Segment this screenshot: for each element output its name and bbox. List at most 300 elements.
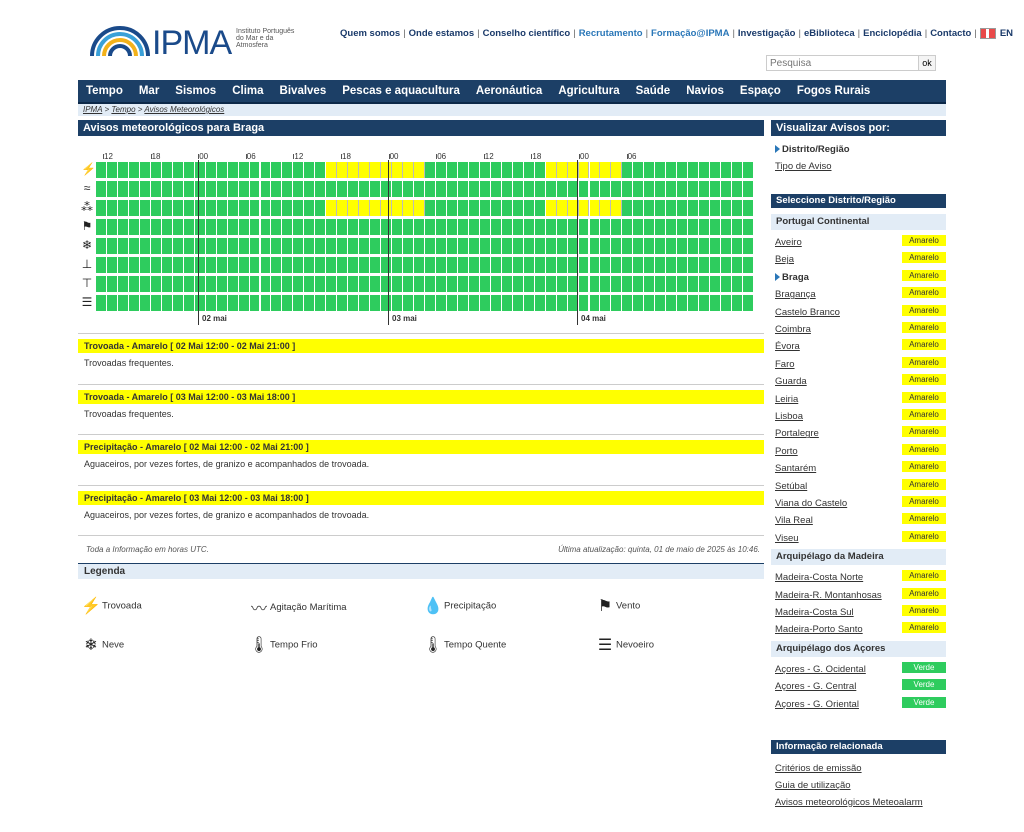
timeline-cell[interactable]: [337, 238, 348, 254]
timeline-cell[interactable]: [107, 276, 118, 292]
timeline-cell[interactable]: [469, 162, 480, 178]
top-link[interactable]: Quem somos: [340, 28, 401, 40]
timeline-cell[interactable]: [721, 200, 732, 216]
timeline-cell[interactable]: [206, 200, 217, 216]
timeline-cell[interactable]: [250, 295, 261, 311]
timeline-cell[interactable]: [480, 238, 491, 254]
timeline-cell[interactable]: [217, 219, 228, 235]
timeline-cell[interactable]: [118, 200, 129, 216]
timeline-cell[interactable]: [600, 181, 611, 197]
timeline-cell[interactable]: [513, 238, 524, 254]
timeline-cell[interactable]: [173, 200, 184, 216]
timeline-cell[interactable]: [600, 238, 611, 254]
timeline-cell[interactable]: [392, 238, 403, 254]
search-input[interactable]: [766, 55, 920, 71]
timeline-cell[interactable]: [129, 238, 140, 254]
timeline-cell[interactable]: [469, 238, 480, 254]
timeline-cell[interactable]: [666, 295, 677, 311]
timeline-cell[interactable]: [107, 295, 118, 311]
timeline-cell[interactable]: [721, 219, 732, 235]
timeline-cell[interactable]: [239, 200, 250, 216]
timeline-cell[interactable]: [261, 200, 272, 216]
timeline-cell[interactable]: [655, 181, 666, 197]
timeline-cell[interactable]: [107, 181, 118, 197]
timeline-cell[interactable]: [743, 276, 754, 292]
region-link[interactable]: Viana do Castelo: [775, 498, 848, 509]
timeline-cell[interactable]: [271, 295, 282, 311]
timeline-cell[interactable]: [392, 181, 403, 197]
timeline-cell[interactable]: [261, 162, 272, 178]
timeline-cell[interactable]: [392, 200, 403, 216]
timeline-cell[interactable]: [96, 276, 107, 292]
timeline-cell[interactable]: [710, 219, 721, 235]
timeline-cell[interactable]: [732, 257, 743, 273]
timeline-cell[interactable]: [348, 219, 359, 235]
timeline-cell[interactable]: [392, 276, 403, 292]
timeline-cell[interactable]: [304, 200, 315, 216]
timeline-cell[interactable]: [118, 219, 129, 235]
timeline-cell[interactable]: [710, 276, 721, 292]
timeline-cell[interactable]: [140, 238, 151, 254]
timeline-cell[interactable]: [600, 257, 611, 273]
timeline-cell[interactable]: [370, 276, 381, 292]
breadcrumb-link[interactable]: IPMA: [83, 105, 103, 114]
timeline-cell[interactable]: [546, 295, 557, 311]
timeline-cell[interactable]: [546, 276, 557, 292]
timeline-cell[interactable]: [195, 257, 206, 273]
timeline-cell[interactable]: [359, 238, 370, 254]
timeline-cell[interactable]: [195, 238, 206, 254]
timeline-cell[interactable]: [217, 162, 228, 178]
timeline-cell[interactable]: [557, 219, 568, 235]
timeline-cell[interactable]: [96, 295, 107, 311]
timeline-cell[interactable]: [315, 181, 326, 197]
timeline-cell[interactable]: [469, 219, 480, 235]
timeline-cell[interactable]: [513, 219, 524, 235]
timeline-cell[interactable]: [206, 219, 217, 235]
timeline-cell[interactable]: [458, 238, 469, 254]
timeline-cell[interactable]: [118, 238, 129, 254]
timeline-cell[interactable]: [655, 238, 666, 254]
timeline-cell[interactable]: [217, 181, 228, 197]
timeline-cell[interactable]: [502, 162, 513, 178]
timeline-cell[interactable]: [282, 276, 293, 292]
timeline-cell[interactable]: [611, 200, 622, 216]
timeline-cell[interactable]: [458, 295, 469, 311]
timeline-cell[interactable]: [425, 200, 436, 216]
timeline-cell[interactable]: [513, 276, 524, 292]
timeline-cell[interactable]: [436, 238, 447, 254]
timeline-cell[interactable]: [491, 238, 502, 254]
region-link[interactable]: Vila Real: [775, 515, 813, 527]
timeline-cell[interactable]: [732, 276, 743, 292]
timeline-cell[interactable]: [666, 181, 677, 197]
timeline-cell[interactable]: [359, 181, 370, 197]
timeline-cell[interactable]: [359, 200, 370, 216]
timeline-cell[interactable]: [458, 181, 469, 197]
timeline-cell[interactable]: [173, 257, 184, 273]
timeline-cell[interactable]: [370, 181, 381, 197]
timeline-cell[interactable]: [96, 238, 107, 254]
timeline-cell[interactable]: [140, 257, 151, 273]
timeline-cell[interactable]: [381, 162, 392, 178]
timeline-cell[interactable]: [491, 295, 502, 311]
timeline-cell[interactable]: [162, 257, 173, 273]
timeline-cell[interactable]: [282, 257, 293, 273]
timeline-cell[interactable]: [480, 181, 491, 197]
timeline-cell[interactable]: [326, 276, 337, 292]
top-link[interactable]: Contacto: [930, 28, 972, 40]
timeline-cell[interactable]: [326, 162, 337, 178]
search-button[interactable]: ok: [918, 55, 936, 71]
timeline-cell[interactable]: [228, 200, 239, 216]
timeline-cell[interactable]: [600, 162, 611, 178]
region-link[interactable]: Coimbra: [775, 324, 811, 335]
timeline-cell[interactable]: [250, 276, 261, 292]
timeline-cell[interactable]: [348, 238, 359, 254]
timeline-cell[interactable]: [239, 276, 250, 292]
timeline-cell[interactable]: [239, 295, 250, 311]
nav-item[interactable]: Navios: [686, 85, 724, 97]
timeline-cell[interactable]: [524, 162, 535, 178]
region-link[interactable]: Bragança: [775, 289, 816, 301]
timeline-cell[interactable]: [184, 295, 195, 311]
timeline-cell[interactable]: [392, 219, 403, 235]
timeline-cell[interactable]: [436, 276, 447, 292]
timeline-cell[interactable]: [304, 257, 315, 273]
timeline-cell[interactable]: [403, 238, 414, 254]
timeline-cell[interactable]: [370, 257, 381, 273]
timeline-cell[interactable]: [304, 238, 315, 254]
timeline-cell[interactable]: [469, 295, 480, 311]
timeline-cell[interactable]: [271, 219, 282, 235]
timeline-cell[interactable]: [502, 219, 513, 235]
timeline-cell[interactable]: [644, 295, 655, 311]
timeline-cell[interactable]: [151, 276, 162, 292]
timeline-cell[interactable]: [326, 257, 337, 273]
top-link[interactable]: Formação@IPMA: [651, 28, 730, 40]
timeline-cell[interactable]: [96, 257, 107, 273]
timeline-cell[interactable]: [304, 181, 315, 197]
timeline-cell[interactable]: [743, 162, 754, 178]
timeline-cell[interactable]: [370, 295, 381, 311]
timeline-cell[interactable]: [348, 200, 359, 216]
timeline-cell[interactable]: [611, 181, 622, 197]
timeline-cell[interactable]: [524, 219, 535, 235]
timeline-cell[interactable]: [392, 162, 403, 178]
timeline-cell[interactable]: [502, 238, 513, 254]
timeline-cell[interactable]: [162, 181, 173, 197]
timeline-cell[interactable]: [469, 276, 480, 292]
timeline-cell[interactable]: [348, 276, 359, 292]
timeline-cell[interactable]: [304, 162, 315, 178]
top-link[interactable]: Recrutamento: [578, 28, 643, 40]
timeline-cell[interactable]: [699, 162, 710, 178]
timeline-cell[interactable]: [370, 219, 381, 235]
timeline-cell[interactable]: [655, 200, 666, 216]
timeline-cell[interactable]: [721, 238, 732, 254]
timeline-cell[interactable]: [743, 257, 754, 273]
timeline-cell[interactable]: [633, 295, 644, 311]
timeline-cell[interactable]: [271, 162, 282, 178]
timeline-cell[interactable]: [359, 219, 370, 235]
timeline-cell[interactable]: [644, 257, 655, 273]
timeline-cell[interactable]: [403, 200, 414, 216]
timeline-cell[interactable]: [271, 181, 282, 197]
timeline-cell[interactable]: [732, 238, 743, 254]
timeline-cell[interactable]: [622, 295, 633, 311]
timeline-cell[interactable]: [535, 181, 546, 197]
timeline-cell[interactable]: [524, 276, 535, 292]
timeline-cell[interactable]: [732, 219, 743, 235]
region-link[interactable]: Madeira-Costa Norte: [775, 572, 864, 584]
timeline-cell[interactable]: [173, 219, 184, 235]
timeline-cell[interactable]: [326, 238, 337, 254]
timeline-cell[interactable]: [688, 276, 699, 292]
top-link[interactable]: Conselho científico: [482, 28, 571, 40]
timeline-cell[interactable]: [326, 219, 337, 235]
breadcrumb-link[interactable]: Avisos Meteorológicos: [144, 105, 225, 114]
timeline-cell[interactable]: [162, 219, 173, 235]
timeline-cell[interactable]: [96, 200, 107, 216]
region-link[interactable]: Açores - G. Oriental: [775, 698, 859, 710]
timeline-cell[interactable]: [480, 276, 491, 292]
timeline-cell[interactable]: [513, 257, 524, 273]
timeline-cell[interactable]: [228, 219, 239, 235]
timeline-cell[interactable]: [677, 219, 688, 235]
timeline-cell[interactable]: [173, 238, 184, 254]
timeline-cell[interactable]: [403, 219, 414, 235]
timeline-cell[interactable]: [622, 257, 633, 273]
timeline-cell[interactable]: [129, 257, 140, 273]
timeline-cell[interactable]: [666, 219, 677, 235]
timeline-cell[interactable]: [622, 200, 633, 216]
timeline-cell[interactable]: [622, 276, 633, 292]
timeline-cell[interactable]: [546, 238, 557, 254]
timeline-cell[interactable]: [107, 219, 118, 235]
region-row[interactable]: [775, 621, 946, 638]
region-row[interactable]: [775, 391, 946, 408]
timeline-cell[interactable]: [337, 181, 348, 197]
timeline-cell[interactable]: [743, 200, 754, 216]
timeline-cell[interactable]: [590, 257, 601, 273]
timeline-cell[interactable]: [743, 295, 754, 311]
nav-item[interactable]: Sismos: [175, 85, 217, 97]
timeline-cell[interactable]: [381, 257, 392, 273]
timeline-cell[interactable]: [348, 162, 359, 178]
timeline-cell[interactable]: [293, 181, 304, 197]
region-link[interactable]: Madeira-Porto Santo: [775, 624, 863, 636]
timeline-cell[interactable]: [557, 238, 568, 254]
timeline-cell[interactable]: [403, 295, 414, 311]
timeline-cell[interactable]: [118, 295, 129, 311]
timeline-cell[interactable]: [590, 181, 601, 197]
timeline-cell[interactable]: [469, 181, 480, 197]
timeline-cell[interactable]: [721, 276, 732, 292]
timeline-cell[interactable]: [458, 257, 469, 273]
nav-item[interactable]: Agricultura: [558, 85, 620, 97]
timeline-cell[interactable]: [721, 181, 732, 197]
timeline-cell[interactable]: [743, 181, 754, 197]
timeline-cell[interactable]: [447, 162, 458, 178]
nav-item[interactable]: Mar: [138, 85, 160, 97]
region-row[interactable]: [775, 495, 946, 512]
timeline-cell[interactable]: [140, 276, 151, 292]
timeline-cell[interactable]: [337, 257, 348, 273]
timeline-cell[interactable]: [403, 181, 414, 197]
timeline-cell[interactable]: [184, 181, 195, 197]
timeline-cell[interactable]: [710, 181, 721, 197]
timeline-cell[interactable]: [107, 257, 118, 273]
timeline-cell[interactable]: [546, 200, 557, 216]
timeline-cell[interactable]: [217, 276, 228, 292]
timeline-cell[interactable]: [403, 276, 414, 292]
timeline-cell[interactable]: [579, 181, 590, 197]
timeline-cell[interactable]: [502, 295, 513, 311]
timeline-cell[interactable]: [184, 200, 195, 216]
timeline-cell[interactable]: [502, 276, 513, 292]
timeline-cell[interactable]: [107, 200, 118, 216]
timeline-cell[interactable]: [579, 219, 590, 235]
timeline-cell[interactable]: [436, 295, 447, 311]
timeline-cell[interactable]: [633, 257, 644, 273]
related-link[interactable]: Guia de utilização: [775, 780, 851, 791]
region-selected[interactable]: [775, 272, 809, 283]
timeline-cell[interactable]: [677, 200, 688, 216]
timeline-cell[interactable]: [184, 219, 195, 235]
timeline-cell[interactable]: [250, 162, 261, 178]
timeline-cell[interactable]: [414, 219, 425, 235]
timeline-cell[interactable]: [502, 200, 513, 216]
timeline-cell[interactable]: [447, 276, 458, 292]
timeline-cell[interactable]: [655, 295, 666, 311]
timeline-cell[interactable]: [622, 181, 633, 197]
timeline-cell[interactable]: [195, 162, 206, 178]
timeline-cell[interactable]: [655, 219, 666, 235]
timeline-cell[interactable]: [206, 238, 217, 254]
timeline-cell[interactable]: [557, 200, 568, 216]
timeline-cell[interactable]: [535, 276, 546, 292]
timeline-cell[interactable]: [611, 295, 622, 311]
timeline-cell[interactable]: [666, 162, 677, 178]
timeline-cell[interactable]: [447, 219, 458, 235]
timeline-cell[interactable]: [590, 238, 601, 254]
timeline-cell[interactable]: [579, 257, 590, 273]
timeline-cell[interactable]: [414, 257, 425, 273]
timeline-cell[interactable]: [524, 200, 535, 216]
timeline-cell[interactable]: [228, 181, 239, 197]
timeline-cell[interactable]: [611, 257, 622, 273]
timeline-cell[interactable]: [337, 276, 348, 292]
timeline-cell[interactable]: [271, 276, 282, 292]
timeline-cell[interactable]: [677, 276, 688, 292]
timeline-cell[interactable]: [217, 257, 228, 273]
timeline-cell[interactable]: [425, 295, 436, 311]
timeline-cell[interactable]: [162, 276, 173, 292]
timeline-cell[interactable]: [359, 276, 370, 292]
breadcrumb-link[interactable]: Tempo: [111, 105, 136, 114]
timeline-cell[interactable]: [710, 295, 721, 311]
timeline-cell[interactable]: [677, 257, 688, 273]
timeline-cell[interactable]: [381, 219, 392, 235]
timeline-cell[interactable]: [524, 181, 535, 197]
related-item[interactable]: [775, 763, 862, 774]
timeline-cell[interactable]: [644, 238, 655, 254]
timeline-cell[interactable]: [217, 200, 228, 216]
timeline-cell[interactable]: [184, 257, 195, 273]
timeline-cell[interactable]: [293, 295, 304, 311]
timeline-cell[interactable]: [261, 219, 272, 235]
timeline-cell[interactable]: [206, 276, 217, 292]
timeline-cell[interactable]: [688, 257, 699, 273]
timeline-cell[interactable]: [403, 257, 414, 273]
timeline-cell[interactable]: [491, 276, 502, 292]
timeline-cell[interactable]: [129, 200, 140, 216]
timeline-cell[interactable]: [447, 295, 458, 311]
region-row[interactable]: [775, 408, 946, 425]
timeline-cell[interactable]: [743, 238, 754, 254]
timeline-cell[interactable]: [315, 162, 326, 178]
timeline-cell[interactable]: [524, 238, 535, 254]
related-link[interactable]: Avisos meteorológicos Meteoalarm: [775, 797, 923, 808]
timeline-cell[interactable]: [480, 219, 491, 235]
timeline-cell[interactable]: [721, 162, 732, 178]
region-link[interactable]: Lisboa: [775, 411, 803, 422]
timeline-cell[interactable]: [140, 295, 151, 311]
timeline-cell[interactable]: [293, 219, 304, 235]
timeline-cell[interactable]: [579, 295, 590, 311]
logo-wordmark[interactable]: IPMA: [152, 24, 232, 62]
timeline-cell[interactable]: [743, 219, 754, 235]
timeline-cell[interactable]: [392, 295, 403, 311]
timeline-cell[interactable]: [129, 295, 140, 311]
timeline-cell[interactable]: [129, 181, 140, 197]
region-row[interactable]: [775, 478, 946, 495]
timeline-cell[interactable]: [480, 257, 491, 273]
related-item[interactable]: [775, 797, 923, 808]
timeline-cell[interactable]: [557, 276, 568, 292]
timeline-cell[interactable]: [381, 276, 392, 292]
timeline-cell[interactable]: [151, 162, 162, 178]
timeline-cell[interactable]: [600, 295, 611, 311]
timeline-cell[interactable]: [173, 295, 184, 311]
timeline-cell[interactable]: [425, 219, 436, 235]
timeline-cell[interactable]: [600, 200, 611, 216]
timeline-cell[interactable]: [129, 219, 140, 235]
timeline-cell[interactable]: [600, 219, 611, 235]
timeline-cell[interactable]: [337, 219, 348, 235]
region-row[interactable]: [775, 356, 946, 373]
region-link[interactable]: Porto: [775, 445, 798, 457]
timeline-cell[interactable]: [447, 181, 458, 197]
region-row[interactable]: [775, 512, 946, 529]
region-row[interactable]: [775, 569, 946, 586]
lang-link[interactable]: EN: [999, 28, 1014, 40]
timeline-cell[interactable]: [579, 238, 590, 254]
region-link[interactable]: Açores - G. Ocidental: [775, 663, 866, 675]
timeline-cell[interactable]: [513, 162, 524, 178]
timeline-cell[interactable]: [381, 200, 392, 216]
timeline-cell[interactable]: [414, 238, 425, 254]
timeline-cell[interactable]: [381, 238, 392, 254]
region-row[interactable]: [775, 587, 946, 604]
timeline-cell[interactable]: [337, 200, 348, 216]
timeline-cell[interactable]: [173, 181, 184, 197]
region-row[interactable]: [775, 678, 946, 695]
timeline-cell[interactable]: [535, 200, 546, 216]
timeline-cell[interactable]: [151, 181, 162, 197]
timeline-cell[interactable]: [425, 257, 436, 273]
